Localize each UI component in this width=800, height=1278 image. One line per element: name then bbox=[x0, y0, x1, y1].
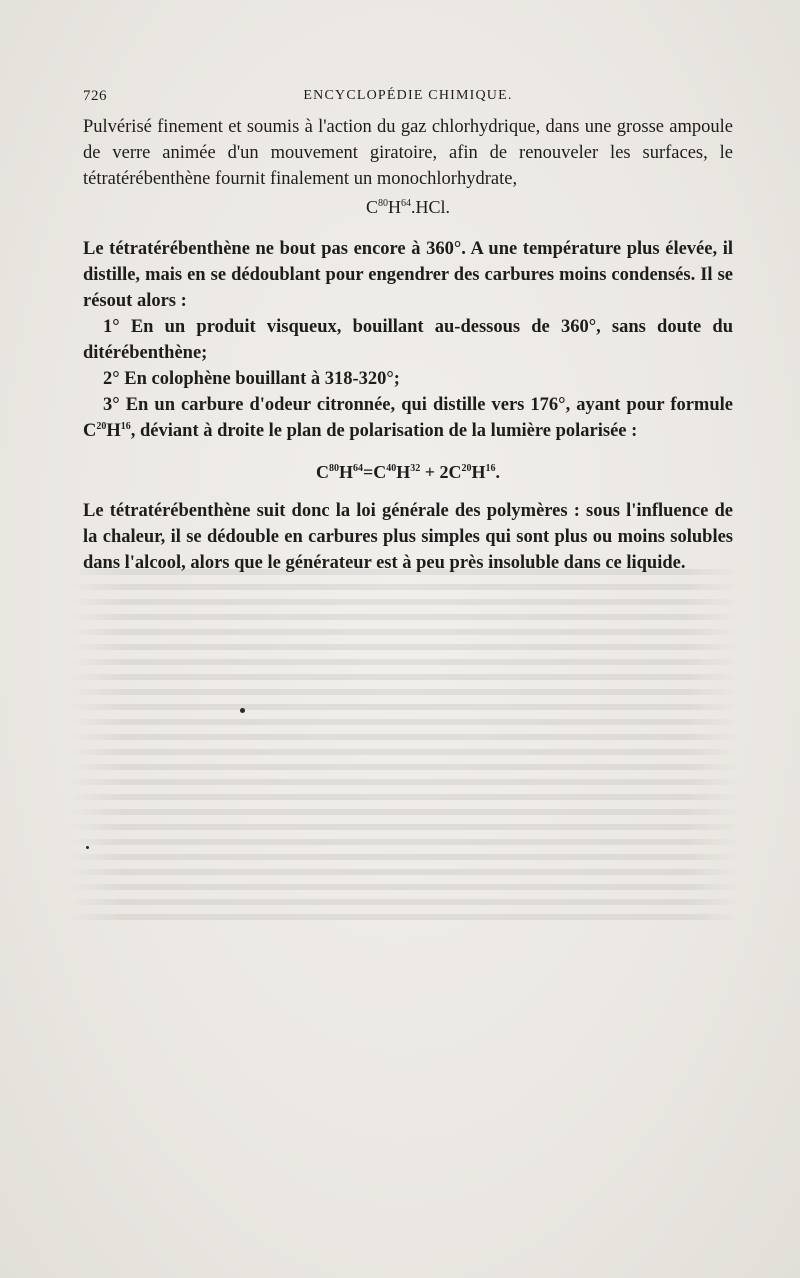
paragraph-2-text: Le tétratérébenthène ne bout pas encore à 360°. A une température plus élevée, il distille, mais en se dédoublant pour engendrer des carbures moins condensés. Il se résout alors : bbox=[83, 239, 733, 311]
formula-index: 80 bbox=[378, 198, 388, 209]
formula-symbol: .HCl. bbox=[411, 197, 451, 217]
formula-index: 16 bbox=[485, 463, 496, 474]
list-item-3-text-b: , déviant à droite le plan de polarisation de la lumière polarisée : bbox=[130, 421, 638, 441]
list-item-1 bbox=[83, 314, 733, 366]
paragraph-1 bbox=[83, 114, 733, 192]
formula-symbol: C bbox=[83, 421, 97, 441]
formula-symbol: C bbox=[373, 462, 387, 482]
formula-index: 16 bbox=[120, 421, 131, 432]
formula-operator: = bbox=[362, 462, 374, 482]
formula-index: 64 bbox=[352, 463, 363, 474]
list-item-3-text-a: 3° En un carbure d'odeur citronnée, qui distille vers 176°, ayant pour formule bbox=[103, 395, 733, 415]
formula-monochlorhydrate bbox=[83, 197, 733, 218]
formula-index: 20 bbox=[461, 463, 472, 474]
bleed-through-text bbox=[70, 560, 740, 1220]
formula-index: 20 bbox=[96, 421, 107, 432]
formula-index: 40 bbox=[386, 463, 397, 474]
formula-decomposition bbox=[83, 462, 733, 483]
list-item-3-text bbox=[83, 392, 733, 444]
formula-symbol: H bbox=[388, 197, 401, 217]
formula-symbol: H bbox=[471, 462, 486, 482]
list-item-2-text: 2° En colophène bouillant à 318-320°; bbox=[103, 369, 400, 389]
page-header bbox=[83, 88, 733, 108]
paragraph-3 bbox=[83, 498, 733, 576]
formula-symbol: C bbox=[365, 197, 378, 217]
running-title: ENCYCLOPÉDIE CHIMIQUE. bbox=[303, 88, 513, 103]
list-item-1-text: 1° En un produit visqueux, bouillant au-dessous de 360°, sans doute du ditérébenthène; bbox=[83, 317, 733, 363]
formula-index: 64 bbox=[401, 198, 411, 209]
formula-symbol: H bbox=[338, 462, 353, 482]
list-item-3 bbox=[83, 392, 733, 444]
paragraph-2 bbox=[83, 236, 733, 314]
page-number: 726 bbox=[83, 88, 107, 104]
ink-speck bbox=[86, 846, 89, 849]
paragraph-3-text: Le tétratérébenthène suit donc la loi générale des polymères : sous l'influence de la chaleur, il se dédouble en carbures plus simples qui sont plus ou moins solubles dans l'alcool, alors que le générateur est à peu près insoluble dans ce liquide. bbox=[83, 501, 733, 573]
formula-symbol: C bbox=[315, 462, 329, 482]
formula-symbol: H bbox=[396, 462, 411, 482]
formula-symbol: H bbox=[106, 421, 121, 441]
formula-operator: + 2 bbox=[424, 462, 449, 482]
list-item-2 bbox=[83, 366, 733, 392]
formula-symbol: . bbox=[495, 462, 501, 482]
ink-speck bbox=[240, 708, 245, 713]
paragraph-1-text: Pulvérisé finement et soumis à l'action du gaz chlorhydrique, dans une grosse ampoule de verre animée d'un mouvement giratoire, afin de renouveler les surfaces, le tétratérébenthène fournit finalement un monochlorhydrate, bbox=[83, 117, 733, 189]
inline-formula bbox=[83, 421, 131, 441]
formula-symbol: C bbox=[448, 462, 462, 482]
formula-index: 80 bbox=[328, 463, 339, 474]
formula-index: 32 bbox=[410, 463, 421, 474]
